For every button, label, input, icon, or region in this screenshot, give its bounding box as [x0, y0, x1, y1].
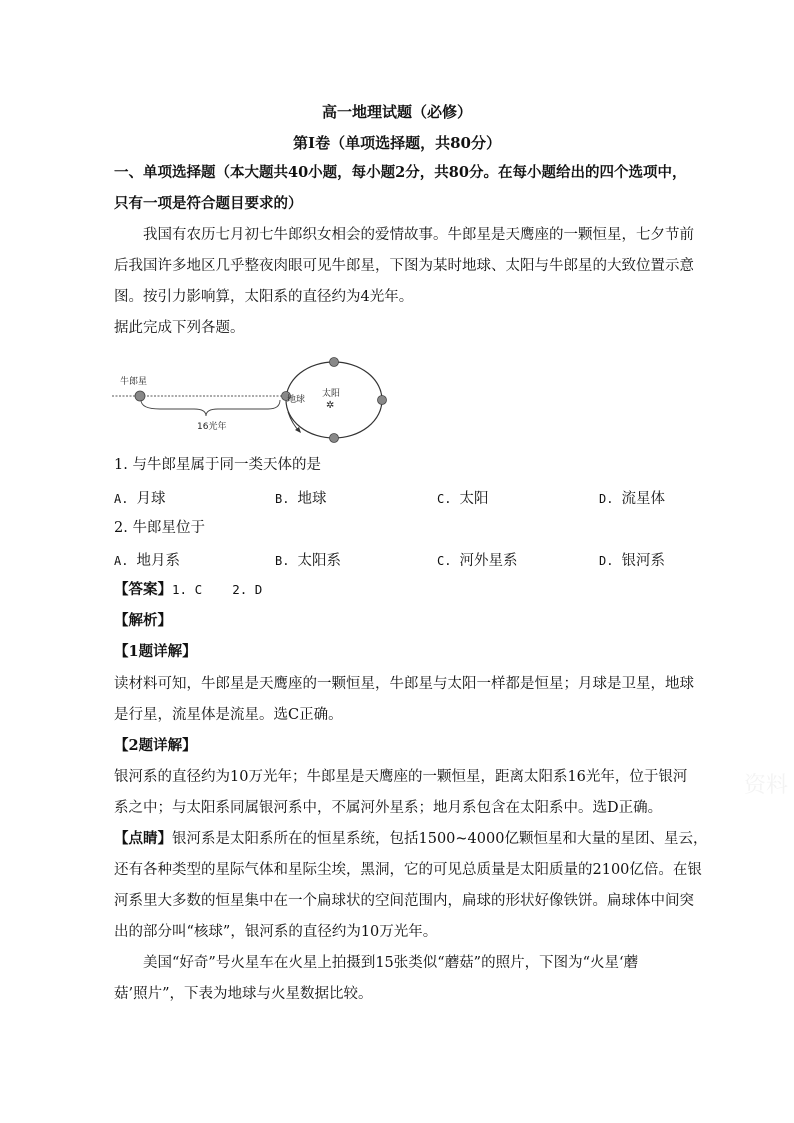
earth-position-bottom — [330, 434, 339, 443]
q1-analysis-line-1: 读材料可知，牛郎星是天鹰座的一颗恒星，牛郎星与太阳一样都是恒星；月球是卫星，地球 — [114, 676, 694, 692]
q2-option-c — [437, 549, 517, 570]
option-text: 月球 — [136, 491, 166, 507]
option-letter: B. — [275, 554, 290, 568]
passage2-line-2: 菇’照片”，下表为地球与火星数据比较。 — [114, 986, 373, 1002]
option-letter: A. — [114, 492, 129, 506]
passage2-line-1: 美国“好奇”号火星车在火星上拍摄到15张类似“蘑菇”的照片，下图为“火星‘蘑 — [143, 955, 639, 971]
sun-label: 太阳 — [322, 389, 341, 399]
q1-option-d — [599, 487, 665, 508]
answer-label: 【答案】 — [114, 581, 172, 598]
watermark: 资料 — [744, 773, 789, 798]
page-title: 高一地理试题（必修） — [321, 103, 472, 121]
q2-analysis-line-1: 银河系的直径约为10万光年；牛郎星是天鹰座的一颗恒星，距离太阳系16光年，位于银河 — [114, 769, 688, 785]
q1-option-c — [437, 487, 488, 508]
section-heading-line-1: 一、单项选择题（本大题共40小题，每小题2分，共80分。在每小题给出的四个选项中， — [114, 164, 687, 181]
tip-line-4: 出的部分叫“核球”，银河系的直径约为10万光年。 — [114, 924, 438, 940]
option-letter: A. — [114, 554, 129, 568]
answer-value: 1. C 2. D — [172, 582, 263, 597]
q2-stem: 2. 牛郎星位于 — [114, 520, 205, 536]
sun-icon: ✲ — [326, 400, 335, 411]
option-text: 河外星系 — [459, 553, 518, 569]
q2-option-b — [275, 549, 341, 570]
q2-option-a — [114, 549, 180, 570]
tip-line-2: 还有各种类型的星际气体和星际尘埃，黑洞，它的可见总质量是太阳质量的2100亿倍。在银 — [114, 862, 702, 878]
option-text: 太阳 — [459, 491, 489, 507]
option-text: 地月系 — [136, 553, 180, 569]
q1-analysis-line-2: 是行星，流星体是流星。选C正确。 — [114, 707, 343, 723]
option-letter: D. — [599, 492, 614, 506]
tip-text: 银河系是太阳系所在的恒星系统，包括1500~4000亿颗恒星和大量的星团、星云， — [172, 831, 708, 847]
option-letter: C. — [437, 492, 452, 506]
section-heading-line-2: 只有一项是符合题目要求的） — [114, 195, 303, 212]
option-text: 地球 — [297, 491, 327, 507]
distance-label: 16光年 — [197, 422, 227, 432]
option-letter: C. — [437, 554, 452, 568]
tip-label: 【点睛】 — [114, 830, 172, 847]
passage1-line-3: 图。按引力影响算，太阳系的直径约为4光年。 — [114, 289, 414, 305]
page-subtitle: 第Ⅰ卷（单项选择题，共80分） — [293, 134, 501, 152]
answer-line — [114, 580, 684, 600]
altair-label: 牛郎星 — [120, 377, 148, 387]
tip-line-1 — [114, 829, 708, 849]
earth-position-top — [330, 358, 339, 367]
altair-sun-earth-diagram — [108, 356, 398, 446]
option-text: 太阳系 — [297, 553, 341, 569]
tip-line-3: 河系里大多数的恒星集中在一个扁球状的空间范围内，扁球的形状好像铁饼。扁球体中间突 — [114, 893, 694, 909]
option-text: 流星体 — [621, 491, 665, 507]
earth-position-right — [378, 396, 387, 405]
q1-analysis-label: 【1题详解】 — [114, 643, 197, 660]
q2-analysis-line-2: 系之中；与太阳系同属银河系中，不属河外星系；地月系包含在太阳系中。选D正确。 — [114, 800, 663, 816]
option-text: 银河系 — [621, 553, 665, 569]
passage1-line-4: 据此完成下列各题。 — [114, 320, 245, 336]
distance-brace — [141, 400, 280, 416]
earth-label: 地球 — [287, 395, 306, 405]
q2-analysis-label: 【2题详解】 — [114, 737, 197, 754]
option-letter: B. — [275, 492, 290, 506]
altair-dot — [135, 391, 145, 401]
passage1-line-2: 后我国许多地区几乎整夜肉眼可见牛郎星，下图为某时地球、太阳与牛郎星的大致位置示意 — [114, 258, 694, 274]
q1-option-a — [114, 487, 165, 508]
q2-option-d — [599, 549, 665, 570]
analysis-label: 【解析】 — [114, 612, 172, 629]
option-letter: D. — [599, 554, 614, 568]
passage1-line-1: 我国有农历七月初七牛郎织女相会的爱情故事。牛郎星是天鹰座的一颗恒星，七夕节前 — [143, 227, 694, 243]
q1-stem: 1. 与牛郎星属于同一类天体的是 — [114, 457, 321, 473]
q1-option-b — [275, 487, 326, 508]
